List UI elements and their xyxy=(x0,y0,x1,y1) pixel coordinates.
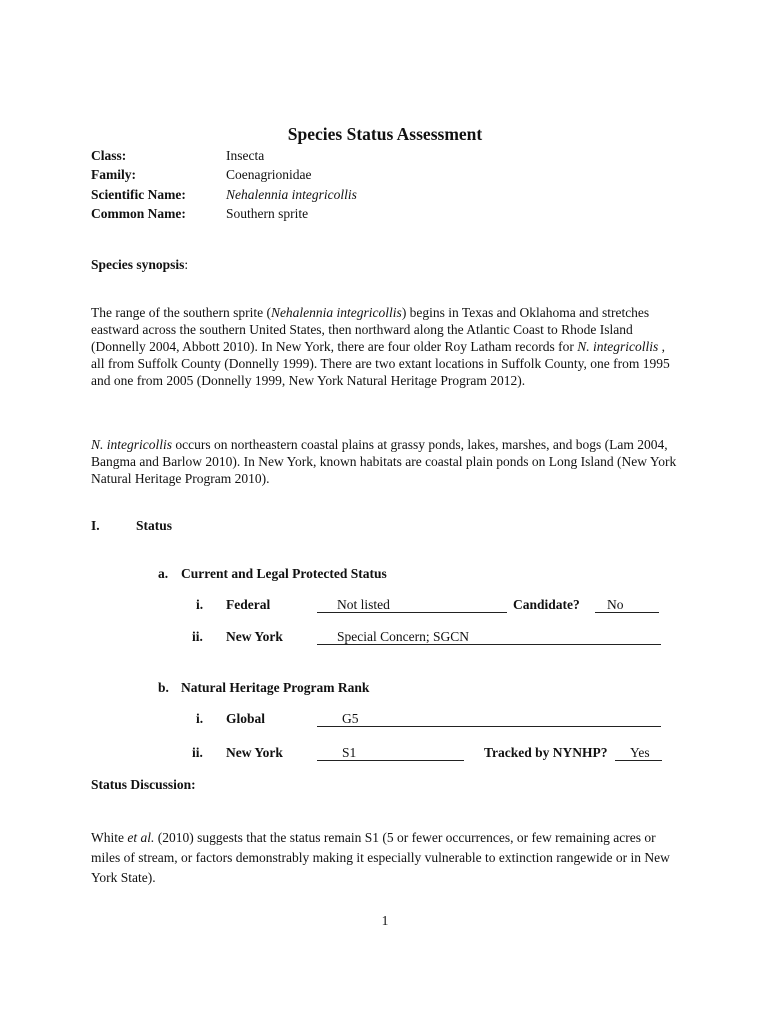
synopsis-p1-species: Nehalennia integricollis xyxy=(270,305,402,320)
global-field xyxy=(317,711,661,727)
family-value: Coenagrionidae xyxy=(226,167,312,182)
tracked-value: Yes xyxy=(615,745,662,761)
candidate-value: No xyxy=(595,597,659,613)
heritage-heading: Natural Heritage Program Rank xyxy=(181,680,370,695)
global-value: G5 xyxy=(317,711,661,727)
page-number: 1 xyxy=(381,913,389,928)
synopsis-p2-species: N. integricollis xyxy=(91,437,172,452)
federal-numeral: i. xyxy=(196,597,204,612)
synopsis-p1-text-a: The range of the southern sprite ( xyxy=(91,305,271,320)
federal-value: Not listed xyxy=(317,597,507,613)
class-value: Insecta xyxy=(226,148,265,163)
ny-legal-field xyxy=(317,629,661,645)
federal-label: Federal xyxy=(226,597,271,612)
synopsis-colon: : xyxy=(184,257,189,272)
class-label: Class: xyxy=(91,148,127,163)
synopsis-heading: Species synopsis xyxy=(91,257,185,272)
discussion-text-b: (2010) suggests that the status remain S1 (5 or fewer occurrences, or few remaining acres or miles of stream, or factors demonstrably making it especially vulnerable to extinction rangewide or in New York State). xyxy=(91,830,670,885)
synopsis-paragraph-2 xyxy=(91,436,681,487)
legal-status-heading: Current and Legal Protected Status xyxy=(181,566,387,581)
ny-rank-label: New York xyxy=(226,745,283,760)
ny-legal-label: New York xyxy=(226,629,283,644)
federal-field xyxy=(317,597,507,613)
discussion-text-a: White xyxy=(91,830,128,845)
common-name-label: Common Name: xyxy=(91,206,186,221)
heritage-letter: b. xyxy=(158,680,169,695)
ny-rank-value: S1 xyxy=(317,745,464,761)
status-discussion-paragraph xyxy=(91,828,671,888)
synopsis-heading-line xyxy=(91,257,188,273)
synopsis-p1-text-b: ) begins in Texas and Oklahoma and stretches eastward across the southern United States, then northward along the Atlantic Coast to Rhode Island (Donnelly 2004, Abbott 2010). In New York, there are four older Roy Latham records for xyxy=(91,305,650,354)
status-numeral: I. xyxy=(91,518,100,533)
synopsis-p2-text: occurs on northeastern coastal plains at grassy ponds, lakes, marshes, and bogs (Lam 2004, Bangma and Barlow 2010). In New York, known habitats are coastal plain ponds on Long Island (New York Natural Heritage Program 2010). xyxy=(91,437,677,486)
ny-legal-value: Special Concern; SGCN xyxy=(317,629,661,645)
scientific-name-value: Nehalennia integricollis xyxy=(226,187,357,202)
status-heading: Status xyxy=(136,518,173,533)
ny-rank-field xyxy=(317,745,464,761)
common-name-value: Southern sprite xyxy=(226,206,309,221)
synopsis-p1-text-c: , all from Suffolk County (Donnelly 1999). There are two extant locations in Suffolk County, one from 1995 and one from 2005 (Donnelly 1999, New York Natural Heritage Program 2012). xyxy=(91,339,670,388)
candidate-field xyxy=(595,597,659,613)
global-label: Global xyxy=(226,711,266,726)
legal-status-letter: a. xyxy=(158,566,169,581)
scientific-name-label: Scientific Name: xyxy=(91,187,186,202)
family-label: Family: xyxy=(91,167,136,182)
discussion-et-al: et al. xyxy=(127,830,155,845)
status-discussion-heading: Status Discussion: xyxy=(91,777,196,792)
candidate-label: Candidate? xyxy=(513,597,580,612)
ny-rank-numeral: ii. xyxy=(192,745,203,760)
tracked-label: Tracked by NYNHP? xyxy=(484,745,608,760)
global-numeral: i. xyxy=(196,711,204,726)
ny-legal-numeral: ii. xyxy=(192,629,203,644)
synopsis-paragraph-1 xyxy=(91,304,681,389)
page-title: Species Status Assessment xyxy=(287,124,483,144)
tracked-field xyxy=(615,745,662,761)
synopsis-p1-species-abbrev: N. integricollis xyxy=(577,339,659,354)
